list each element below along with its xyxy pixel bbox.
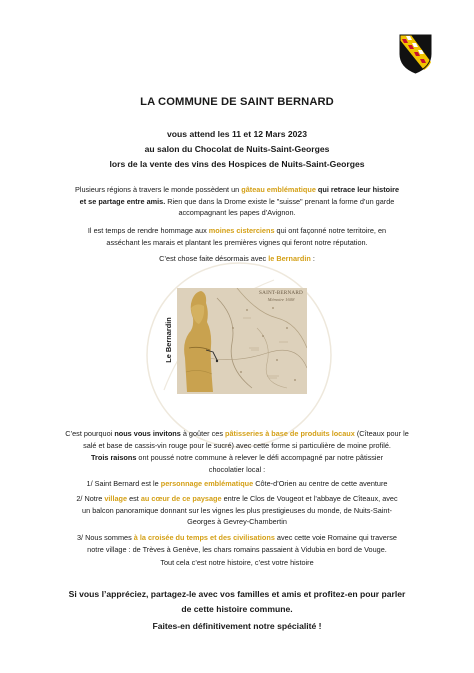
figure-side-label-text: Le Bernardin [164,317,173,363]
map-subtitle: Mémoire 1608 [267,297,295,302]
figure-side-label [162,300,175,380]
coat-of-arms-icon [399,34,432,74]
reasons-intro: Trois raisons ont poussé notre commune à relever le défi accompagné par notre pâtissier chocolatier local : [90,453,384,474]
closing-line-2: de cette histoire commune. [181,604,293,614]
reason-1: 1/ Saint Bernard est le personnage emblématique Côte-d’Orien au centre de cette aventure [86,479,388,488]
event-dates: vous attend les 11 et 12 Mars 2023 [167,129,307,139]
history-statement: Tout cela c’est notre histoire, c’est votre histoire [160,558,314,567]
invitation-paragraph: C’est pourquoi nous vous invitons à goûter ces pâtisseries à base de produits locaux (Cîteaux pour le salé et base de cassis-vin rouge pour le sucré) avec cette forme si particulière de moine profilé. [65,429,409,450]
bernardin-intro-line: C’est chose faite désormais avec le Bernardin : [159,254,315,263]
closing-line-1: Si vous l’appréciez, partagez-le avec vos familles et amis et profitez-en pour parler [68,589,406,599]
hommage-paragraph: Il est temps de rendre hommage aux moines cisterciens qui ont façonné notre territoire, en asséchant les marais et plantant les premières vignes qui feront notre réputation. [87,226,387,247]
event-occasion: lors de la vente des vins des Hospices de Nuits-Saint-Georges [109,159,365,169]
closing-line-3: Faites-en définitivement notre spécialité ! [152,621,322,631]
reason-3: 3/ Nous sommes à la croisée du temps et des civilisations avec cette voie Romaine qui traverse notre village : de Trèves à Genève, les chars romains passaient à Vidubia en bord de Vouge. [76,533,397,554]
map-title: SAINT-BERNARD [259,290,303,296]
reason-2: 2/ Notre village est au cœur de ce paysage entre le Clos de Vougeot et l’abbaye de Cîteaux, avec un balcon panoramique donnant sur les vignes les plus prestigieuses du monde, de Nuits-Saint- Georges à Gevrey-Chambertin [76,494,398,527]
bernardin-cake-icon [177,288,307,394]
event-venue: au salon du Chocolat de Nuits-Saint-Georges [144,144,330,154]
intro-paragraph: Plusieurs régions à travers le monde possèdent un gâteau emblématique qui retrace leur histoire et se partage entre amis. Rien que dans la Drome existe le "suisse" prenant la forme d’un garde accompagnant les papes d’Avignon. [74,185,400,218]
bernardin-figure [177,288,307,394]
document-title: LA COMMUNE DE SAINT BERNARD [140,96,334,108]
